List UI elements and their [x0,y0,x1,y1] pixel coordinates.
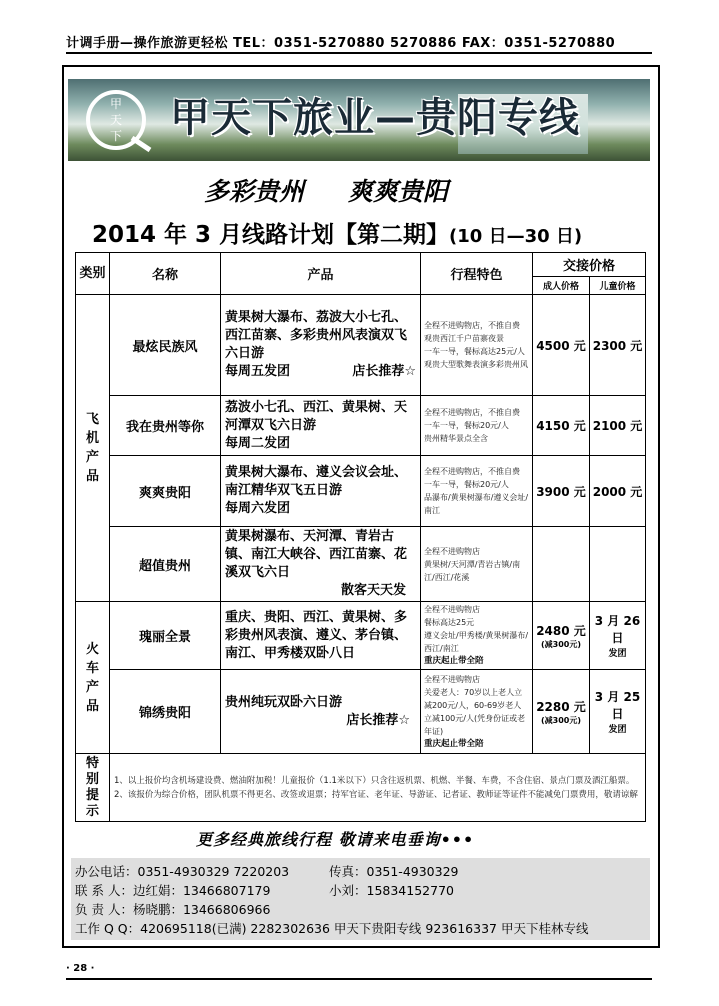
header-child-price: 儿童价格 [590,277,646,295]
departure-date: 3 月 25 日 发团 [590,670,646,754]
header-features: 行程特色 [421,253,533,295]
category-notes: 特别提示 [76,754,110,822]
contact-xiao-liu: 小刘：15834152770 [329,883,454,898]
table-row [76,527,646,602]
route-product: 荔波小七孔、西江、黄果树、天河潭双飞六日游 每周二发团 [221,396,421,456]
route-product: 黄果树大瀑布、荔波大小七孔、西江苗寨、多彩贵州风表演双飞六日游 每周五发团 店长推荐☆ [221,295,421,396]
contact-person: 联 系 人：边红娟：13466807179 [75,883,271,898]
route-features: 全程不进购物店 餐标高达25元 遵义会址/甲秀楼/黄果树瀑布/西江/南江 重庆起止带全陪 [421,602,533,670]
route-features: 全程不进购物店，不推自费 一车一导，餐标20元/人 贵州精华景点全含 [421,396,533,456]
slogan-left: 多彩贵州 [204,177,305,206]
route-name: 最炫民族风 [110,295,221,396]
office-phone: 办公电话：0351-4930329 7220203 [75,864,290,879]
route-name: 我在贵州等你 [110,396,221,456]
route-features: 全程不进购物店 关爱老人：70岁以上老人立减200元/人，60-69岁老人立减100元/人(凭身份证或老年证) 重庆起止带全陪 [421,670,533,754]
more-routes-slogan: 更多经典旅线行程 敬请来电垂询••• [196,830,475,849]
plan-title [92,216,582,249]
adult-price: 4500 元 [533,295,590,396]
adult-price: 2480 元 (减300元) [533,602,590,670]
manager: 负 责 人：杨晓鹏：13466806966 [75,902,271,917]
route-name: 瑰丽全景 [110,602,221,670]
daily-badge: 散客天天发 [340,583,406,598]
table-row [76,456,646,527]
route-name: 锦绣贵阳 [110,670,221,754]
adult-price [533,527,590,602]
slogan-right: 爽爽贵阳 [348,177,449,206]
page-header: 计调手册—操作旅游更轻松 TEL：0351-5270880 5270886 FAX：0351-5270880 [66,36,616,51]
header-price: 交接价格 [533,253,646,277]
route-name: 爽爽贵阳 [110,456,221,527]
note-2: 2、该报价为综合价格，团队机票不得更名、改签或退票；持军官证、老年证、导游证、记者证、教师证等证件不能减免门票费用，敬请谅解 [114,789,638,800]
special-notes [110,754,646,822]
page-number: · 28 · [66,963,95,974]
adult-price: 2280 元 (减300元) [533,670,590,754]
header-name: 名称 [110,253,221,295]
fax: 传真：0351-4930329 [329,864,459,879]
recommend-badge: 店长推荐☆ [352,364,416,379]
table-row [76,602,646,670]
route-product: 黄果树瀑布、天河潭、青岩古镇、南江大峡谷、西江苗寨、花溪双飞六日 散客天天发 [221,527,421,602]
route-features: 全程不进购物店 黄果树/天河潭/青岩古镇/南江/西江/花溪 [421,527,533,602]
company-logo [74,86,162,154]
plan-title-range: (10 日—30 日) [449,226,583,247]
child-price: 2000 元 [590,456,646,527]
logo-char-3: 下 [109,129,123,143]
plan-title-main: 2014 年 3 月线路计划【第二期】 [92,222,450,248]
note-1: 1、以上报价均含机场建设费、燃油附加税！儿童报价（1.1米以下）只含往返机票、机燃、半餐、车费，不含住宿、景点门票及酒江船票。 [114,775,635,786]
notes-row [76,754,646,822]
route-features: 全程不进购物店，不推自费 一车一导，餐标20元/人 品瀑布/黄果树瀑布/遵义会址/南江 [421,456,533,527]
logo-char-1: 甲 [109,97,123,111]
adult-price: 3900 元 [533,456,590,527]
route-product: 黄果树大瀑布、遵义会议会址、南江精华双飞五日游 每周六发团 [221,456,421,527]
slogan [204,172,448,208]
header-category: 类别 [76,253,110,295]
contact-row-2 [75,881,454,899]
contact-box [71,858,650,940]
route-features: 全程不进购物店，不推自费 观贵西江千户苗寨夜景 一车一导，餐标高达25元/人 观贵大型歌舞表演多彩贵州风 [421,295,533,396]
child-price: 2100 元 [590,396,646,456]
departure-date: 3 月 26 日 发团 [590,602,646,670]
header-rule [66,52,652,54]
header-product: 产品 [221,253,421,295]
table-header-row [76,253,646,277]
banner-title: 甲天下旅业—贵阳专线 [170,95,580,141]
work-qq: 工作 Q Q：420695118(已满) 2282302636 甲天下贵阳专线 923616337 甲天下桂林专线 [75,921,589,936]
logo-char-2: 天 [109,113,123,127]
route-product: 重庆、贵阳、西江、黄果树、多彩贵州风表演、遵义、茅台镇、南江、甲秀楼双卧八日 [221,602,421,670]
child-price [590,527,646,602]
route-name: 超值贵州 [110,527,221,602]
footer-rule [66,978,652,980]
contact-row-1 [75,862,459,880]
table-row [76,396,646,456]
child-price: 2300 元 [590,295,646,396]
routes-table [75,252,646,822]
category-plane: 飞机产品 [76,295,110,602]
route-product: 贵州纯玩双卧六日游 店长推荐☆ [221,670,421,754]
table-row [76,295,646,396]
category-train: 火车产品 [76,602,110,754]
recommend-badge: 店长推荐☆ [346,712,410,728]
header-adult-price: 成人价格 [533,277,590,295]
adult-price: 4150 元 [533,396,590,456]
table-row [76,670,646,754]
